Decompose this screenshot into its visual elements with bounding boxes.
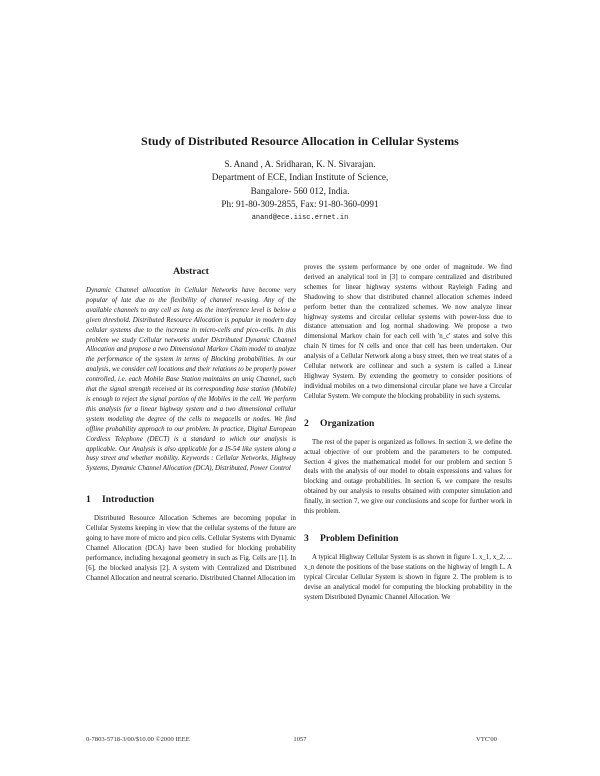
paper-title: Study of Distributed Resource Allocation in Cellular Systems bbox=[141, 134, 459, 148]
introduction-body: Distributed Resource Allocation Schemes are becoming popular in Cellular Systems keeping in view that the cellular systems of the future are going to have more of micro and pico cells. Cellular Systems with Dynamic Channel Allocation (DCA) have been studied for blocking probability performance, including hexagonal geometry in such as Fig. Cells are [1]. In [6], the blocked analysis [2]. A system with Centralized and Distributed Channel Allocation and neutral scenario. Distributed Channel Allocation im bbox=[86, 515, 296, 582]
abstract-body: Dynamic Channel allocation in Cellular Networks have become very popular of late due to the flexibility of channel re-using. Any of the available channels to any cell as long as the interference level is below a given threshold. Distributed Resource Allocation is popular in modern day cellular systems due to the increase in micro-cells and pico-cells. In this problem we study Cellular networks under Distributed Dynamic Channel Allocation and propose a two Dimensional Markov Chain model to analyze the performance of the system in terms of Blocking probabilities. In our analysis, we consider cell locations and their relations to be properly power controlled, i.e. each Mobile Base Station maintains an uniq Channel, such that the signal strength received at its corresponding base station (Mobile) is enough to reject the signal portion of the Mobiles in the cell. We perform this analysis for a linear highway system and a two dimensional cellular system modeling the degree of the cells to megacells or nodes. We find offline probability approach to our problem. In practice, Digital European Cordless Telephone (DECT) is a standard to which our analysis is applicable. Our Analysis is also applicable for a IS-54 like system along a busy street and whether mobility. Keywords : Cellular Networks, Highway Systems, Dynamic Channel Allocation (DCA), Distributed, Power Control bbox=[86, 287, 297, 473]
author-city: Bangalore- 560 012, India. bbox=[250, 185, 350, 196]
section-title: Organization bbox=[320, 417, 375, 429]
author-block bbox=[0, 158, 600, 225]
footer-page-number: 1057 bbox=[293, 736, 307, 743]
right-column bbox=[304, 263, 512, 602]
section-title: Problem Definition bbox=[320, 532, 399, 544]
section-number: 2 bbox=[304, 417, 309, 429]
abstract-heading: Abstract bbox=[173, 266, 209, 277]
author-names: S. Anand , A. Sridharan, K. N. Sivarajan. bbox=[224, 159, 376, 169]
problem-definition-body: A typical Highway Cellular System is as shown in figure 1. x_1, x_2, ... x_n denote the positions of the base stations on the highway of length L. A typical Circular Cellular System is shown in figure 2. The problem is to devise an analytical model for computing the blocking probability in the system Distributed Dynamic Channel Allocation. We bbox=[304, 553, 512, 601]
left-column bbox=[86, 266, 296, 584]
organization-heading bbox=[304, 418, 512, 429]
author-affiliation: Department of ECE, Indian Institute of Science, bbox=[211, 172, 389, 183]
footer-copyright: 0-7803-5718-3/00/$10.00 ©2000 IEEE bbox=[86, 736, 190, 743]
section-number: 3 bbox=[304, 532, 309, 544]
footer-conference: VTC'00 bbox=[476, 736, 497, 743]
section-number: 1 bbox=[86, 494, 91, 506]
organization-body: The rest of the paper is organized as follows. In section 3, we define the actual objective of our problem and the parameters to be computed. Section 4 gives the mathematical model for our problem and section 5 deals with the analysis of our model to obtain expressions and values for blocking and outage probabilities. In section 6, we compare the results obtained by our analysis to results obtained with computer simulation and finally, in section 7, we give our conclusions and scope for further work in this problem. bbox=[304, 438, 512, 516]
section-title: Introduction bbox=[102, 494, 155, 506]
problem-definition-heading bbox=[304, 533, 512, 544]
introduction-heading bbox=[86, 494, 296, 505]
introduction-continued: proves the system performance by one order of magnitude. We find derived an analytical tool in [3] to compare centralized and distributed schemes for linear highway systems without Rayleigh Fading and Shadowing to show that distributed channel allocation schemes indeed perform better than the centralized schemes. We now analyze linear highway systems and circular cellular systems with power-loss due to distance attenuation and log normal shadowing. We propose a two dimensional Markov chain for each cell with 'n_c' states and solve this chain N times for N cells and once that cell has been undertaken. Our analysis of a Cellular Network along a busy street, then we treat states of a Cellular network are collinear and such a system is called a Linear Highway System. By extending the geometry to consider positions of individual mobiles on a two dimensional circular plane we have a Circular Cellular System. We compute the blocking probability in such systems. bbox=[304, 264, 512, 400]
author-phone-fax: Ph: 91-80-309-2855, Fax: 91-80-360-0991 bbox=[221, 199, 379, 210]
author-email: anand@ece.iisc.ernet.in bbox=[251, 213, 349, 222]
